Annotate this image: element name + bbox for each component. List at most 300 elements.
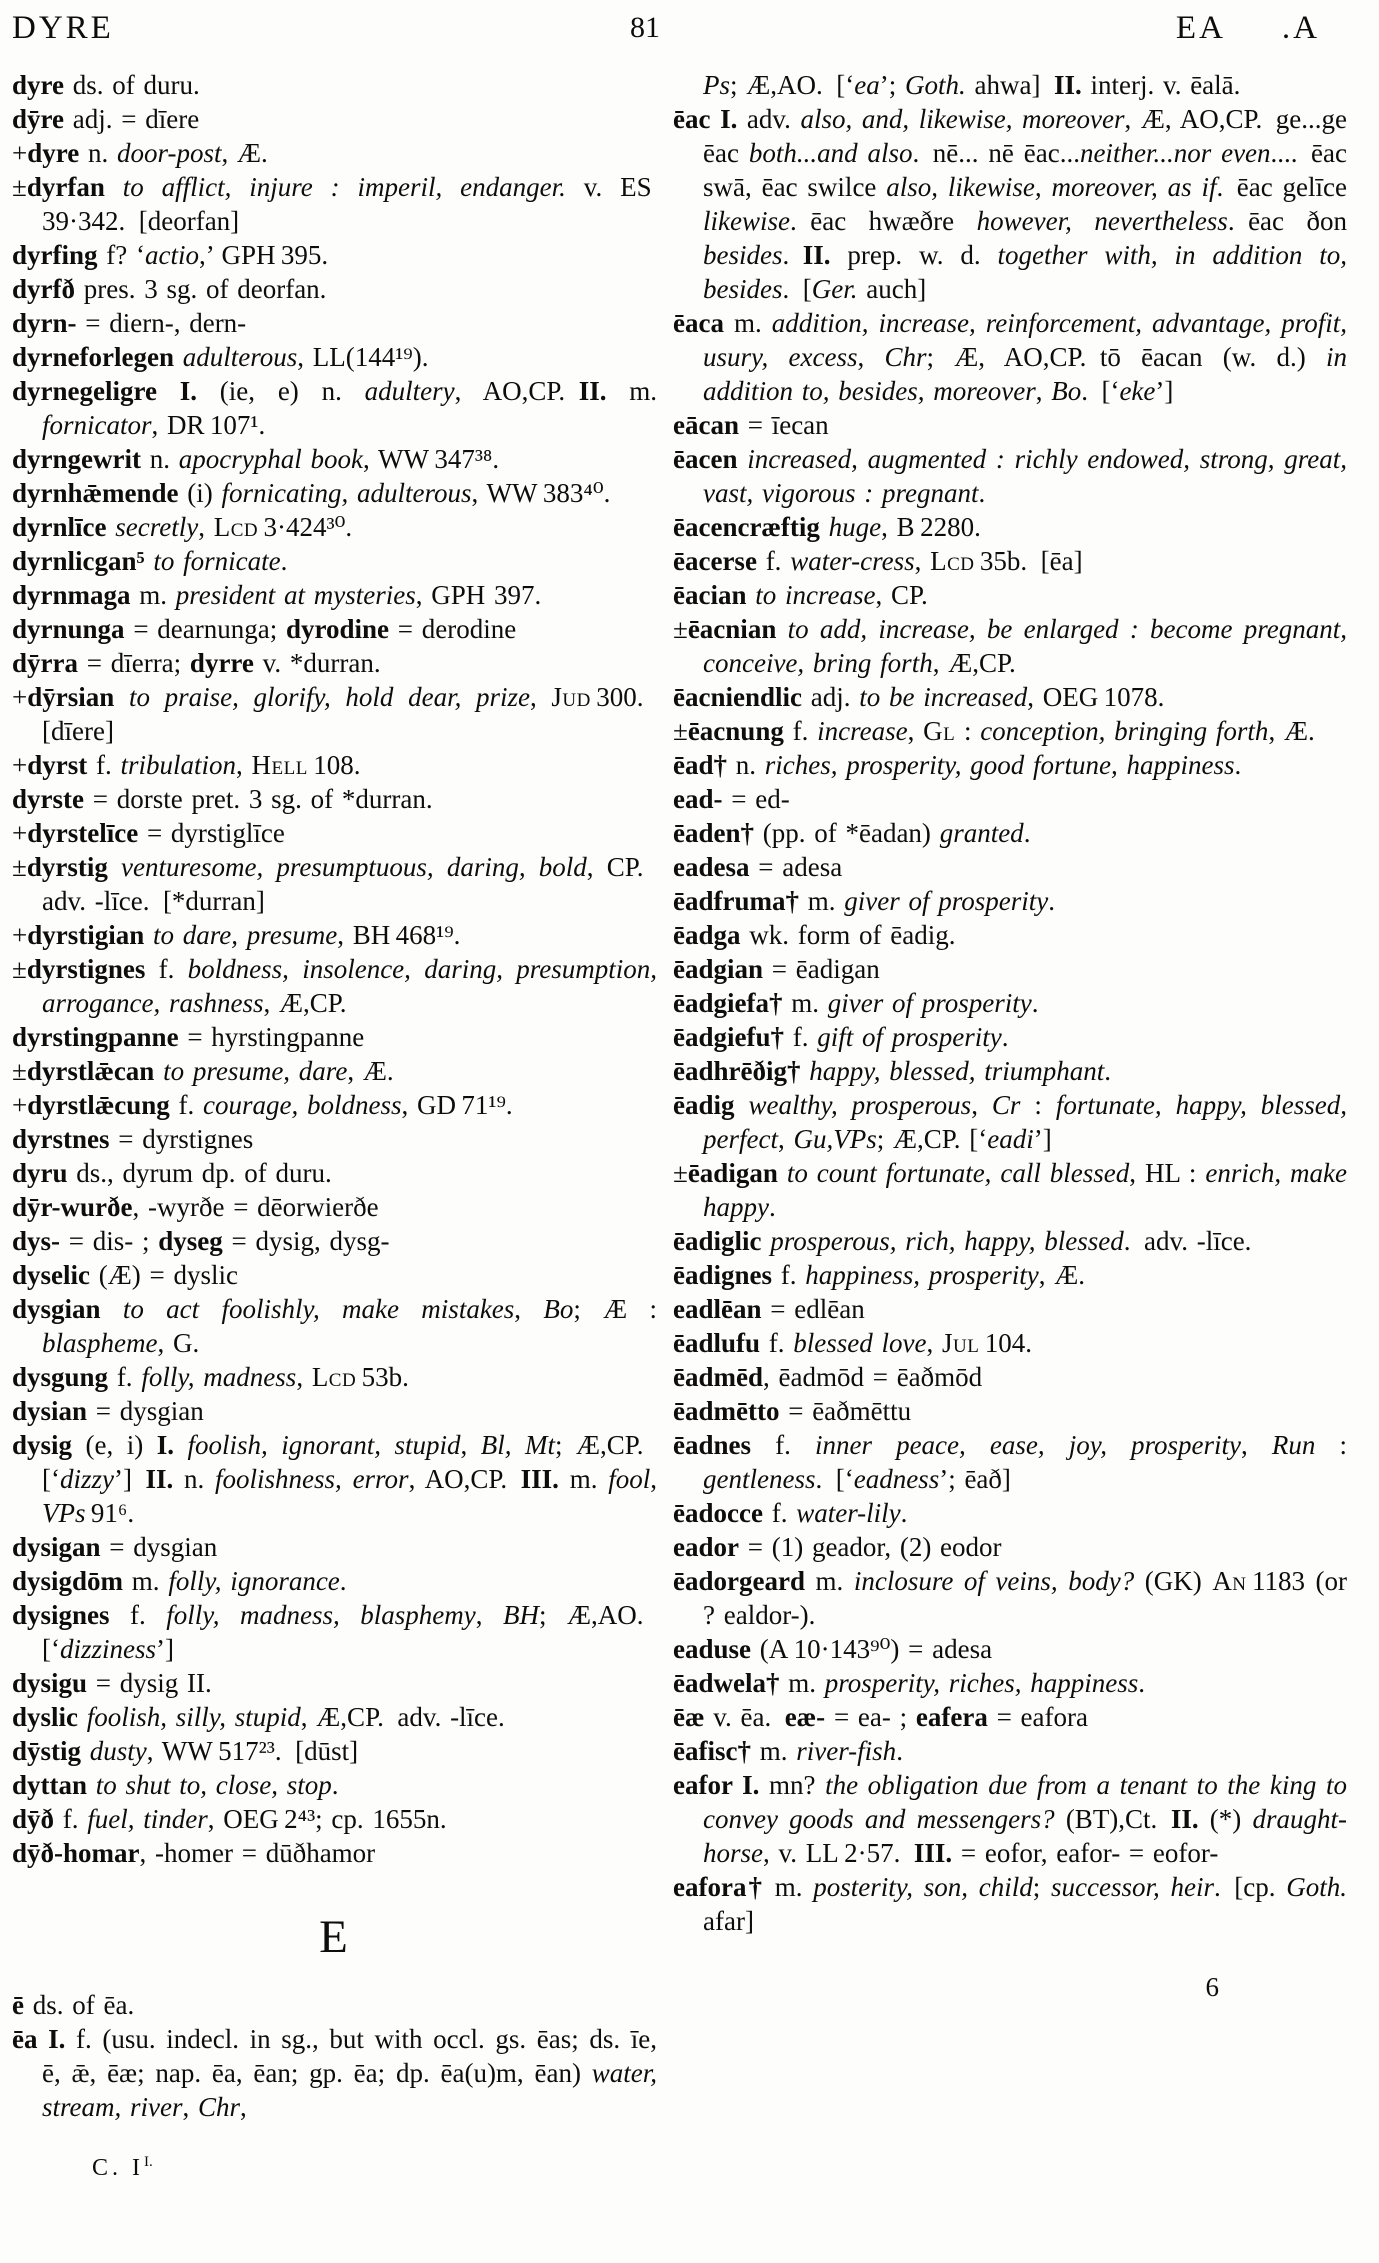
headword: dȳð-homar bbox=[12, 1838, 140, 1868]
dictionary-entry bbox=[12, 1988, 657, 2022]
headword: dȳrsian bbox=[27, 682, 115, 712]
gloss: to afflict, injure : imperil, endanger. bbox=[122, 172, 566, 202]
text-run: m. bbox=[750, 1736, 797, 1766]
text-run: m. bbox=[723, 308, 772, 338]
headword: dyrn- bbox=[12, 308, 77, 338]
gloss: tribulation bbox=[120, 750, 236, 780]
gloss: Chr bbox=[884, 342, 927, 372]
headword: ēadgiefa† bbox=[673, 988, 783, 1018]
text-run: ; bbox=[1032, 1872, 1051, 1902]
text-run bbox=[107, 512, 116, 542]
text-run: = hyrstingpanne bbox=[178, 1022, 365, 1052]
text-run: , bbox=[460, 1430, 481, 1460]
text-run: ± bbox=[12, 852, 27, 882]
text-run bbox=[174, 342, 183, 372]
headword: I. bbox=[156, 1430, 174, 1460]
gloss: eke bbox=[1119, 376, 1156, 406]
text-run: ds. of duru. bbox=[64, 70, 200, 100]
gloss: Gu,VPs bbox=[793, 1124, 877, 1154]
headword: dyrnmaga bbox=[12, 580, 131, 610]
text-run: ’] bbox=[1033, 1124, 1052, 1154]
text-run: , bbox=[198, 512, 214, 542]
text-run: , BH 468¹⁹. bbox=[337, 920, 461, 950]
gloss: to count fortunate, call blessed bbox=[786, 1158, 1130, 1188]
text-run: , bbox=[1035, 376, 1052, 406]
gloss: posterity, son, child bbox=[813, 1872, 1033, 1902]
gloss: increased, augmented : richly endowed, strong, great, vast, vigorous : pregnant bbox=[703, 444, 1347, 508]
text-run: , bbox=[1241, 1430, 1272, 1460]
text-run: n. bbox=[173, 1464, 216, 1494]
dictionary-entry bbox=[673, 1020, 1347, 1054]
gloss: VPs bbox=[42, 1498, 86, 1528]
text-run: m. bbox=[804, 1566, 854, 1596]
gloss: inner peace, ease, joy, prosperity bbox=[814, 1430, 1242, 1460]
headword: dyrstig bbox=[26, 852, 108, 882]
headword: eæ- bbox=[784, 1702, 826, 1732]
dictionary-entry bbox=[673, 1326, 1347, 1360]
text-run: , OEG 1078. bbox=[1027, 682, 1165, 712]
source-ref: Lcd bbox=[930, 546, 975, 576]
text-run: , Æ, AO,CP. ge...ge ēac bbox=[703, 104, 1347, 168]
text-run: = īecan bbox=[738, 410, 829, 440]
gloss: to praise, glorify, hold dear, prize bbox=[128, 682, 530, 712]
text-run: ’] bbox=[1155, 376, 1174, 406]
text-run: , WW 517²³. [dūst] bbox=[146, 1736, 359, 1766]
gloss: water, stream, river bbox=[42, 2058, 657, 2122]
gloss: prosperous, rich, happy, blessed bbox=[770, 1226, 1124, 1256]
dictionary-entry bbox=[673, 1530, 1347, 1564]
gloss: Bo bbox=[543, 1294, 574, 1324]
text-run: , Æ. bbox=[347, 1056, 394, 1086]
gloss: however, nevertheless bbox=[976, 206, 1228, 236]
headword: dysignes bbox=[12, 1600, 110, 1630]
dictionary-entry bbox=[12, 476, 657, 510]
text-run: , CP. bbox=[875, 580, 928, 610]
gloss: prosperity, riches, happiness bbox=[824, 1668, 1139, 1698]
dictionary-entry bbox=[12, 68, 657, 102]
text-run: (e, i) bbox=[72, 1430, 157, 1460]
text-run: ± bbox=[673, 614, 688, 644]
gloss: to be increased bbox=[859, 682, 1028, 712]
headword: dyrstlǣcung bbox=[27, 1090, 170, 1120]
headword: eafera bbox=[915, 1702, 988, 1732]
headword: ēacnung bbox=[687, 716, 784, 746]
text-run: f. bbox=[109, 1600, 167, 1630]
headword: ēadocce bbox=[673, 1498, 763, 1528]
text-run bbox=[778, 1158, 787, 1188]
text-run: f. bbox=[169, 1090, 203, 1120]
text-run: + bbox=[12, 750, 28, 780]
text-run bbox=[81, 1736, 90, 1766]
text-run: , -homer = dūðhamor bbox=[139, 1838, 376, 1868]
dictionary-entry bbox=[673, 1428, 1347, 1496]
gloss: Run bbox=[1271, 1430, 1316, 1460]
dictionary-entry bbox=[673, 1700, 1347, 1734]
dictionary-entry bbox=[12, 952, 657, 1020]
dictionary-entry bbox=[12, 918, 657, 952]
text-run: adj. = dīere bbox=[64, 104, 200, 134]
gloss: to act foolishly, make mistakes bbox=[122, 1294, 515, 1324]
dictionary-entry bbox=[12, 578, 657, 612]
text-run: n. bbox=[727, 750, 765, 780]
dictionary-entry bbox=[673, 884, 1347, 918]
text-run: , bbox=[475, 1600, 503, 1630]
headword: dyrodine bbox=[285, 614, 390, 644]
headword: dysigdōm bbox=[12, 1566, 124, 1596]
text-run: (A 10·143⁹⁰) = adesa bbox=[751, 1634, 993, 1664]
text-run: ± bbox=[12, 172, 27, 202]
signature-mark bbox=[92, 2154, 657, 2182]
text-run: n. bbox=[140, 444, 179, 474]
text-run: 91⁶. bbox=[85, 1498, 135, 1528]
text-run: m. bbox=[130, 580, 176, 610]
dictionary-entry bbox=[673, 1870, 1347, 1938]
headword: dȳstig bbox=[12, 1736, 82, 1766]
gloss: blessed love bbox=[793, 1328, 927, 1358]
headword: ēaca bbox=[673, 308, 724, 338]
dictionary-entry bbox=[12, 1768, 657, 1802]
text-run: . bbox=[280, 546, 288, 576]
dictionary-entry bbox=[12, 646, 657, 680]
text-run: . bbox=[1234, 750, 1242, 780]
text-run: , WW 383⁴⁰. bbox=[471, 478, 611, 508]
text-run: f. bbox=[87, 750, 121, 780]
gloss: fornicator bbox=[42, 410, 152, 440]
dictionary-entry bbox=[673, 986, 1347, 1020]
gloss: riches, prosperity, good fortune, happiness bbox=[764, 750, 1235, 780]
headword: dysgian bbox=[12, 1294, 101, 1324]
gloss: happiness, prosperity bbox=[805, 1260, 1039, 1290]
text-run: , bbox=[530, 682, 552, 712]
dictionary-entry bbox=[673, 1632, 1347, 1666]
gloss: together with, in addition to, besides bbox=[703, 240, 1347, 304]
headword: II. bbox=[578, 376, 607, 406]
dictionary-entry bbox=[673, 680, 1347, 714]
text-run: m. bbox=[798, 886, 845, 916]
headword: ēadorgeard bbox=[673, 1566, 805, 1596]
source-ref: Lcd bbox=[311, 1362, 357, 1392]
text-run: ; Æ, AO,CP. tō ēacan (w. d.) bbox=[926, 342, 1326, 372]
text-run: auch] bbox=[857, 274, 927, 304]
dictionary-entry bbox=[12, 1088, 657, 1122]
text-run: + bbox=[12, 138, 28, 168]
text-run: . [cp. bbox=[1214, 1872, 1287, 1902]
running-head-right-part1: EA bbox=[1175, 10, 1226, 46]
gloss: venturesome, presumptuous, daring, bold bbox=[121, 852, 587, 882]
text-run: , B 2280. bbox=[881, 512, 981, 542]
text-run: . bbox=[1023, 818, 1031, 848]
text-run: ’] bbox=[156, 1634, 174, 1664]
dictionary-entry bbox=[673, 1088, 1347, 1156]
gloss: giver of prosperity bbox=[827, 988, 1032, 1018]
text-run: = dyrstiglīce bbox=[138, 818, 285, 848]
text-run: , Æ,CP. bbox=[932, 648, 1016, 678]
text-run bbox=[144, 920, 153, 950]
dictionary-entry bbox=[673, 1360, 1347, 1394]
source-ref: Lcd bbox=[213, 512, 259, 542]
headword: dysig bbox=[12, 1430, 73, 1460]
headword: eador bbox=[673, 1532, 739, 1562]
text-run: ± bbox=[12, 1056, 27, 1086]
dictionary-entry bbox=[12, 1258, 657, 1292]
text-run bbox=[154, 1056, 163, 1086]
headword: II. bbox=[1053, 70, 1082, 100]
text-run: = dearnunga; bbox=[124, 614, 286, 644]
text-run: mn? bbox=[759, 1770, 826, 1800]
gloss: happy, blessed, triumphant bbox=[809, 1056, 1105, 1086]
gloss: folly, ignorance bbox=[168, 1566, 340, 1596]
gloss: Goth. bbox=[904, 70, 966, 100]
headword: dȳrra bbox=[12, 648, 78, 678]
dictionary-entry bbox=[12, 340, 657, 374]
dictionary-entry bbox=[673, 1496, 1347, 1530]
headword: dyselic bbox=[12, 1260, 90, 1290]
headword: ēadmētto bbox=[673, 1396, 780, 1426]
text-run: , bbox=[650, 1464, 658, 1494]
headword: dyrstignes bbox=[26, 954, 146, 984]
text-run: (*) bbox=[1198, 1804, 1253, 1834]
gloss: besides bbox=[703, 240, 783, 270]
text-run: m. bbox=[779, 1668, 825, 1698]
source-ref: Jul bbox=[941, 1328, 980, 1358]
gloss: likewise bbox=[703, 206, 790, 236]
gloss: apocryphal book bbox=[178, 444, 363, 474]
gloss: door-post bbox=[116, 138, 222, 168]
text-run: ahwa] bbox=[965, 70, 1054, 100]
headword: III. bbox=[913, 1838, 953, 1868]
text-run bbox=[87, 1770, 96, 1800]
text-run: ± bbox=[673, 716, 688, 746]
headword: ēacerse bbox=[673, 546, 757, 576]
text-run: , -wyrðe = dēorwierðe bbox=[132, 1192, 379, 1222]
text-run: 104. bbox=[979, 1328, 1032, 1358]
dictionary-entry bbox=[673, 816, 1347, 850]
text-run: ; Æ,AO. [‘ bbox=[730, 70, 855, 100]
entries-ea-section bbox=[673, 68, 1347, 1938]
text-run: , Æ,CP. bbox=[263, 988, 347, 1018]
headword: dyrnegeligre I. bbox=[12, 376, 198, 406]
headword: ēadgian bbox=[673, 954, 764, 984]
headword: dyrngewrit bbox=[12, 444, 141, 474]
page-number: 81 bbox=[630, 11, 660, 44]
section-heading-e: E bbox=[319, 1911, 350, 1963]
text-run: 300. [dīere] bbox=[42, 682, 658, 746]
headword: dyrstlǣcan bbox=[26, 1056, 155, 1086]
text-run bbox=[801, 1056, 810, 1086]
headword: ēacian bbox=[673, 580, 747, 610]
text-run: . bbox=[900, 1498, 908, 1528]
text-run: = ēaðmēttu bbox=[779, 1396, 912, 1426]
dictionary-entry bbox=[12, 1802, 657, 1836]
gloss: to add, increase, be enlarged : become pregnant, conceive, bring forth bbox=[703, 614, 1348, 678]
text-run: . bbox=[331, 1770, 339, 1800]
text-run: : bbox=[955, 716, 981, 746]
text-run: , bbox=[926, 1328, 942, 1358]
text-run: f. bbox=[756, 546, 791, 576]
text-run: = dis- ; bbox=[60, 1226, 159, 1256]
headword: ēadgiefu† bbox=[673, 1022, 784, 1052]
dictionary-entry bbox=[12, 1156, 657, 1190]
headword: ead- bbox=[673, 784, 723, 814]
dictionary-entry bbox=[12, 374, 657, 442]
gloss: inclosure of veins, body? bbox=[853, 1566, 1135, 1596]
running-head-right bbox=[1176, 10, 1320, 47]
text-run: : bbox=[1020, 1090, 1056, 1120]
headword: dyrfð bbox=[12, 274, 75, 304]
headword: ēacnian bbox=[687, 614, 777, 644]
headword: dyrste bbox=[12, 784, 84, 814]
headword: III. bbox=[520, 1464, 559, 1494]
gloss: boldness, insolence, daring, presumption, arrogance, rashness bbox=[42, 954, 658, 1018]
running-head-left: DYRE bbox=[12, 10, 114, 46]
dictionary-entry bbox=[12, 748, 657, 782]
headword: dysigu bbox=[12, 1668, 88, 1698]
gloss: folly, madness, blasphemy bbox=[166, 1600, 476, 1630]
headword: dyrstigian bbox=[27, 920, 145, 950]
text-run: . adv. -līce. bbox=[1123, 1226, 1252, 1256]
text-run: adv. bbox=[737, 104, 801, 134]
dictionary-entry bbox=[673, 408, 1347, 442]
dictionary-entry bbox=[673, 1224, 1347, 1258]
text-run: , Æ. bbox=[1038, 1260, 1086, 1290]
gloss: also, likewise, moreover, as if bbox=[886, 172, 1217, 202]
gloss: dusty bbox=[89, 1736, 147, 1766]
dictionary-entry bbox=[12, 1360, 657, 1394]
dictionary-entry bbox=[12, 680, 657, 748]
text-run: .... ēac swā, ēac swilce bbox=[703, 138, 1347, 202]
headword: eaduse bbox=[673, 1634, 752, 1664]
text-run: . bbox=[339, 1566, 347, 1596]
text-run bbox=[174, 1430, 188, 1460]
text-run: , bbox=[914, 546, 931, 576]
text-run: . bbox=[896, 1736, 903, 1766]
gloss: gentleness bbox=[703, 1464, 816, 1494]
dictionary-entry bbox=[673, 1156, 1347, 1224]
gloss: to increase bbox=[755, 580, 876, 610]
entries-e-section bbox=[12, 1988, 657, 2124]
headword: dyrstnes bbox=[12, 1124, 110, 1154]
headword: ēac I. bbox=[673, 104, 738, 134]
gloss: Ps bbox=[703, 70, 730, 100]
gloss: president at mysteries bbox=[175, 580, 416, 610]
dictionary-entry bbox=[12, 1054, 657, 1088]
gloss: adultery bbox=[364, 376, 455, 406]
text-run: . [ bbox=[782, 274, 812, 304]
headword: dyttan bbox=[12, 1770, 88, 1800]
dictionary-entry bbox=[673, 612, 1347, 680]
dictionary-entry bbox=[12, 782, 657, 816]
gloss: water-cress bbox=[790, 546, 915, 576]
gloss: successor, heir bbox=[1051, 1872, 1214, 1902]
text-run: ; Æ,CP. [‘ bbox=[42, 1430, 658, 1494]
headword: dȳð bbox=[12, 1804, 55, 1834]
gloss: fornicating, adulterous bbox=[221, 478, 472, 508]
dictionary-entry bbox=[12, 136, 657, 170]
text-run: = dysig, dysg- bbox=[222, 1226, 390, 1256]
headword: dyru bbox=[12, 1158, 68, 1188]
gloss: huge bbox=[828, 512, 882, 542]
text-columns bbox=[0, 68, 1379, 2182]
text-run: v. *durran. bbox=[253, 648, 381, 678]
dictionary-entry bbox=[673, 952, 1347, 986]
text-run: = dysig II. bbox=[87, 1668, 212, 1698]
text-run: : bbox=[1315, 1430, 1347, 1460]
gloss: also, and, likewise, moreover bbox=[800, 104, 1125, 134]
dictionary-entry bbox=[12, 816, 657, 850]
text-run: 3·424³⁰. bbox=[258, 512, 353, 542]
dictionary-entry bbox=[673, 1734, 1347, 1768]
headword: eadesa bbox=[673, 852, 750, 882]
text-run: = derodine bbox=[389, 614, 517, 644]
text-run: pres. 3 sg. of deorfan. bbox=[75, 274, 327, 304]
text-run: wk. form of ēadig. bbox=[740, 920, 956, 950]
text-run: ’; bbox=[879, 70, 905, 100]
headword: ēadmēd bbox=[673, 1362, 763, 1392]
gloss: fuel, tinder bbox=[87, 1804, 208, 1834]
headword: dysian bbox=[12, 1396, 88, 1426]
dictionary-entry bbox=[673, 102, 1347, 306]
gloss: foolishness, error bbox=[215, 1464, 409, 1494]
text-run: ds. of ēa. bbox=[23, 1990, 135, 2020]
headword: eadlēan bbox=[673, 1294, 762, 1324]
dictionary-entry bbox=[673, 68, 1347, 102]
text-run bbox=[820, 512, 829, 542]
headword: eafor I. bbox=[673, 1770, 760, 1800]
gloss: folly, madness bbox=[141, 1362, 297, 1392]
text-run: . bbox=[1138, 1668, 1145, 1698]
text-run: , bbox=[182, 2092, 198, 2122]
text-run: m. bbox=[782, 988, 828, 1018]
headword: dyre bbox=[27, 138, 80, 168]
text-run: ds., dyrum dp. of duru. bbox=[67, 1158, 332, 1188]
text-run: m. bbox=[558, 1464, 609, 1494]
text-run: = eofor, eafor- = eofor- bbox=[952, 1838, 1219, 1868]
text-run: f. bbox=[762, 1498, 797, 1528]
text-run: , v. LL 2·57. bbox=[763, 1838, 914, 1868]
dictionary-entry bbox=[12, 612, 657, 646]
text-run: ’] bbox=[113, 1464, 146, 1494]
headword: ēadig bbox=[673, 1090, 735, 1120]
gloss: ea bbox=[854, 70, 880, 100]
gloss: addition, increase, reinforcement, advantage, profit, usury, excess bbox=[703, 308, 1347, 372]
headword: ēadiglic bbox=[673, 1226, 762, 1256]
gloss: to fornicate bbox=[153, 546, 281, 576]
dictionary-entry bbox=[673, 442, 1347, 510]
text-run: , DR 107¹. bbox=[151, 410, 266, 440]
gloss: eadi bbox=[987, 1124, 1034, 1154]
headword: dyrfing bbox=[12, 240, 98, 270]
text-run: + bbox=[12, 920, 28, 950]
headword: dyrre bbox=[189, 648, 254, 678]
text-run: + bbox=[12, 1090, 28, 1120]
text-run: n. bbox=[79, 138, 117, 168]
text-run: (ie, e) n. bbox=[197, 376, 365, 406]
dictionary-entry bbox=[12, 510, 657, 544]
gloss: Chr bbox=[197, 2092, 241, 2122]
text-run: m. bbox=[763, 1872, 814, 1902]
text-run: = adesa bbox=[749, 852, 843, 882]
text-run: + bbox=[12, 818, 28, 848]
text-run bbox=[735, 1090, 749, 1120]
source-ref: Hell bbox=[251, 750, 308, 780]
gloss: BH bbox=[503, 1600, 539, 1630]
text-run bbox=[78, 1702, 87, 1732]
text-run bbox=[101, 1294, 123, 1324]
text-run: f. bbox=[108, 1362, 142, 1392]
text-run: interj. v. ēalā. bbox=[1081, 70, 1241, 100]
text-run: = dīerra; bbox=[77, 648, 190, 678]
dictionary-entry bbox=[12, 1564, 657, 1598]
